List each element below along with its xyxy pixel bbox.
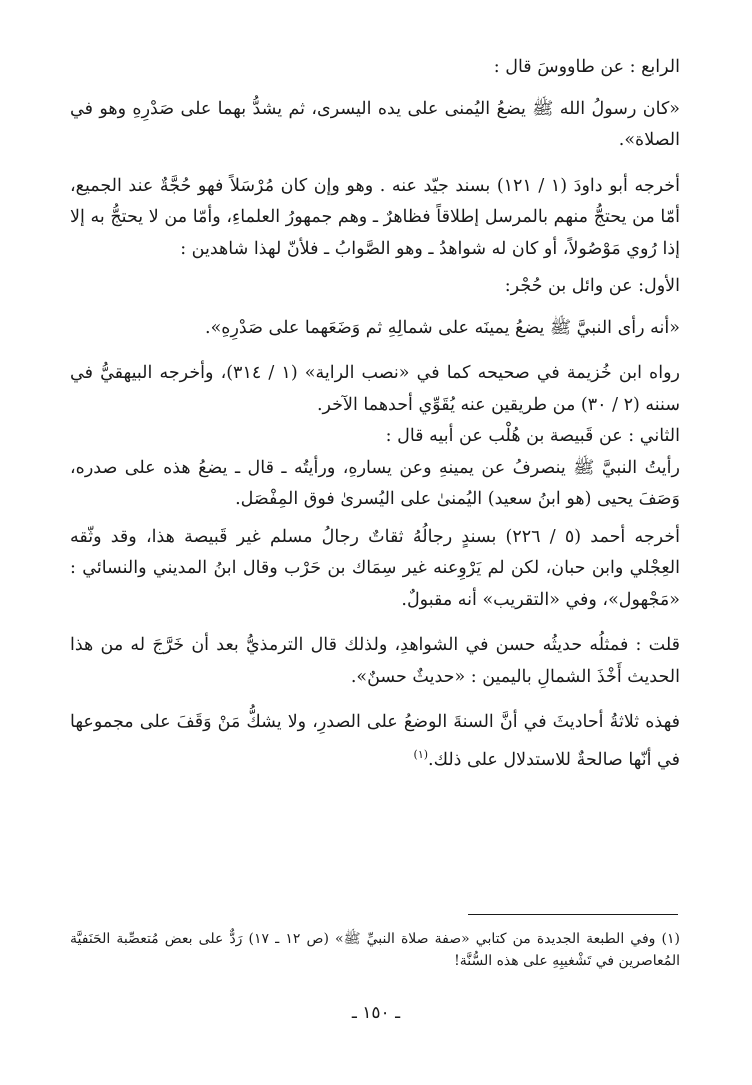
hadith-quote-wail: «أنه رأى النبيَّ ﷺ يضعُ يمينَه على شمالِهِ ثم وَضَعَهما على صَدْرِهِ». — [205, 317, 680, 338]
paragraph-summary — [70, 707, 680, 776]
paragraph-conclusion-tirmidhi: قلت : فمثلُه حديثُه حسن في الشواهدِ، ولذلك قال الترمذيُّ بعد أن خَرَّجَ له من هذا الحديث أَخْذَ الشمالِ باليمين : «حديثٌ حسنٌ». — [70, 635, 680, 687]
hadith-quote-tawus: «كان رسولُ الله ﷺ يضعُ اليُمنى على يده اليسرى، ثم يشدُّ بهما على صَدْرِهِ وهو في الصلاة». — [70, 98, 680, 150]
hadith-text-hulb: رأيتُ النبيَّ ﷺ ينصرفُ عن يمينهِ وعن يسارهِ، ورأيتُه ـ قال ـ يضعُ هذه على صدره، وَصَفَ يحيى (هو ابنُ سعيد) اليُمنىٰ على اليُسرىٰ فوق المِفْصَل. — [70, 457, 680, 509]
footnote — [70, 928, 680, 972]
footnote-text: (١) وفي الطبعة الجديدة من كتابي «صفة صلاة النبيِّ ﷺ» (ص ١٢ ـ ١٧) رَدٌّ على بعض مُتعصِّبة الحَنَفيَّة المُعاصرين في تَشْغيبِهِ على هذه السُّنَّة! — [70, 931, 680, 969]
paragraph-ahmad: أخرجه أحمد (٥ / ٢٢٦) بسندٍ رجالُهُ ثقاتٌ رجالُ مسلم غير قَبيصة هذا، وقد وثّقه العِجْلي وابن حبان، لكن لم يَرْوِعنه غير سِمَاك بن حَرْب وقال ابنُ المديني والنسائي : «مَجْهول»، وفي «التقريب» أنه مقبولٌ. — [70, 526, 680, 610]
page-number: ـ ١٥٠ ـ — [351, 1003, 401, 1023]
footnote-divider — [468, 914, 678, 915]
paragraph-ibn-khuzaima: رواه ابن خُزيمة في صحيحه كما في «نصب الراية» (١ / ٣١٤)، وأخرجه البيهقيُّ في سننه (٢ / ٣٠) من طريقين عنه يُقَوِّي أحدهما الآخر. — [70, 363, 680, 415]
section-heading-first: الأول: عن وائل بن حُجْر: — [504, 276, 680, 296]
page-body — [70, 52, 680, 776]
section-heading-second: الثاني : عن قَبيصة بن هُلْب عن أبيه قال : — [385, 426, 680, 446]
section-heading-fourth: الرابع : عن طاووسَ قال : — [493, 57, 680, 77]
footnote-reference[interactable]: (١) — [413, 747, 429, 761]
paragraph-abu-dawud: أخرجه أبو داودَ (١ / ١٢١) بسند جيّد عنه . وهو وإن كان مُرْسَلاً فهو حُجَّةٌ عند الجميع، أمّا من يحتجُّ منهم بالمرسل إطلاقاً فظاهرٌ ـ وهم جمهورُ العلماءِ، وأمّا من لا يحتجُّ به إلا إذا رُوي مَوْصُولاً، أو كان له شواهدُ ـ وهو الصَّوابُ ـ فلأنّ لهذا شاهدين : — [70, 175, 680, 259]
summary-text: فهذه ثلاثةُ أحاديثَ في أنَّ السنةَ الوضعُ على الصدرِ، ولا يشكُّ مَنْ وَقَفَ على مجموعها في أنّها صالحةٌ للاستدلال على ذلك. — [70, 712, 680, 770]
